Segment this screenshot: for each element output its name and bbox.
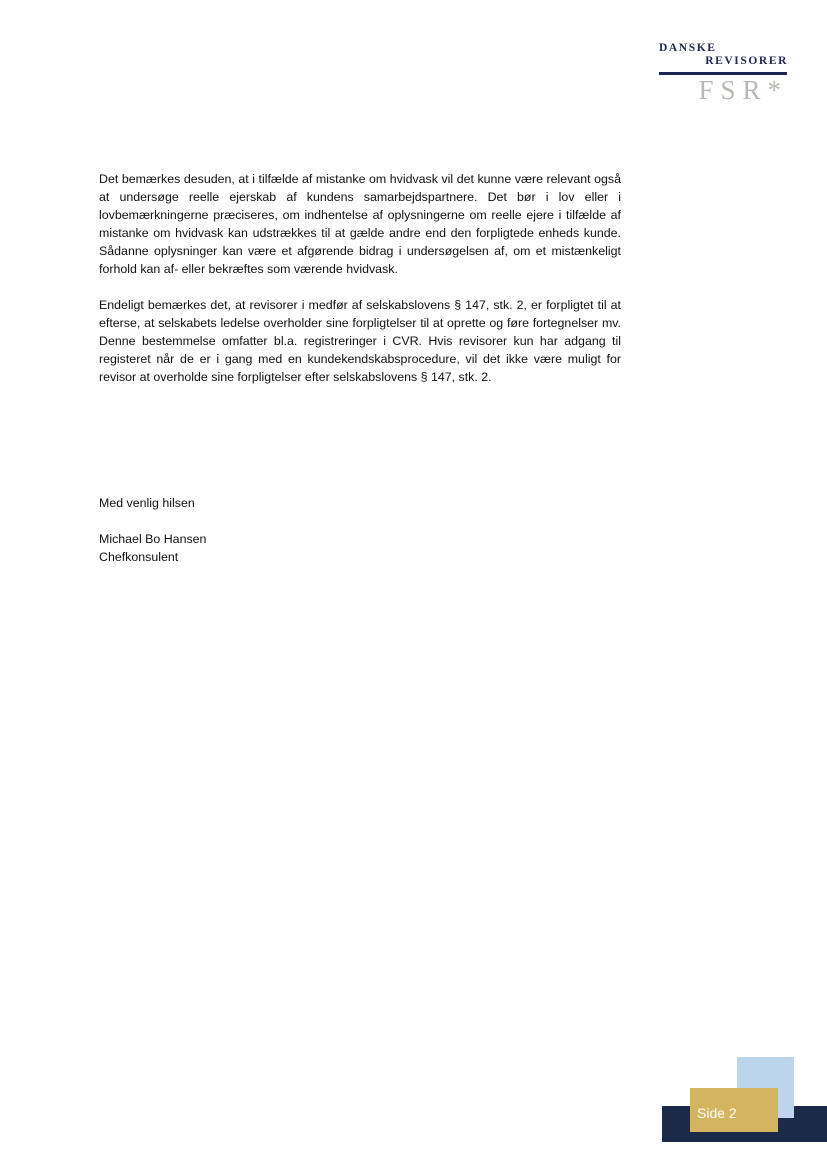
logo-text-danske: DANSKE <box>659 42 717 54</box>
signatory-name: Michael Bo Hansen <box>99 532 207 546</box>
letter-body <box>99 170 621 404</box>
paragraph-hvidvask: Det bemærkes desuden, at i tilfælde af mistanke om hvidvask vil det kunne være relevant også at undersøge reelle ejerskab af kundens samarbejdspartnere. Det bør i lov eller i lovbemærkningerne præciseres, om indhentelse af oplysningerne om reelle ejere i tilfælde af mistanke om hvidvask kan udstrækkes til at gælde andre end den forpligtede enheds kunde. Sådanne oplysninger kan være et afgørende bidrag i undersøgelsen af, om et mistænkeligt forhold kan af- eller bekræftes som værende hvidvask. <box>99 172 621 276</box>
closing-greeting: Med venlig hilsen <box>99 496 195 510</box>
letter-closing <box>99 494 206 566</box>
danske-revisorer-logo <box>656 40 792 106</box>
logo-text-revisorer: REVISORER <box>705 55 788 67</box>
page-number: Side 2 <box>697 1105 737 1121</box>
paragraph-selskabsloven: Endeligt bemærkes det, at revisorer i medfør af selskabslovens § 147, stk. 2, er forpligtet til at efterse, at selskabets ledelse overholder sine forpligtelser til at oprette og føre fortegnelser mv. Denne bestemmelse omfatter bl.a. registreringer i CVR. Hvis revisorer kun har adgang til registeret når de er i gang med en kundekendskabsprocedure, vil det ikke være muligt for revisor at overholde sine forpligtelser efter selskabslovens § 147, stk. 2. <box>99 298 621 384</box>
signatory-title: Chefkonsulent <box>99 550 179 564</box>
logo-fsr-mark: FSR* <box>698 75 788 105</box>
